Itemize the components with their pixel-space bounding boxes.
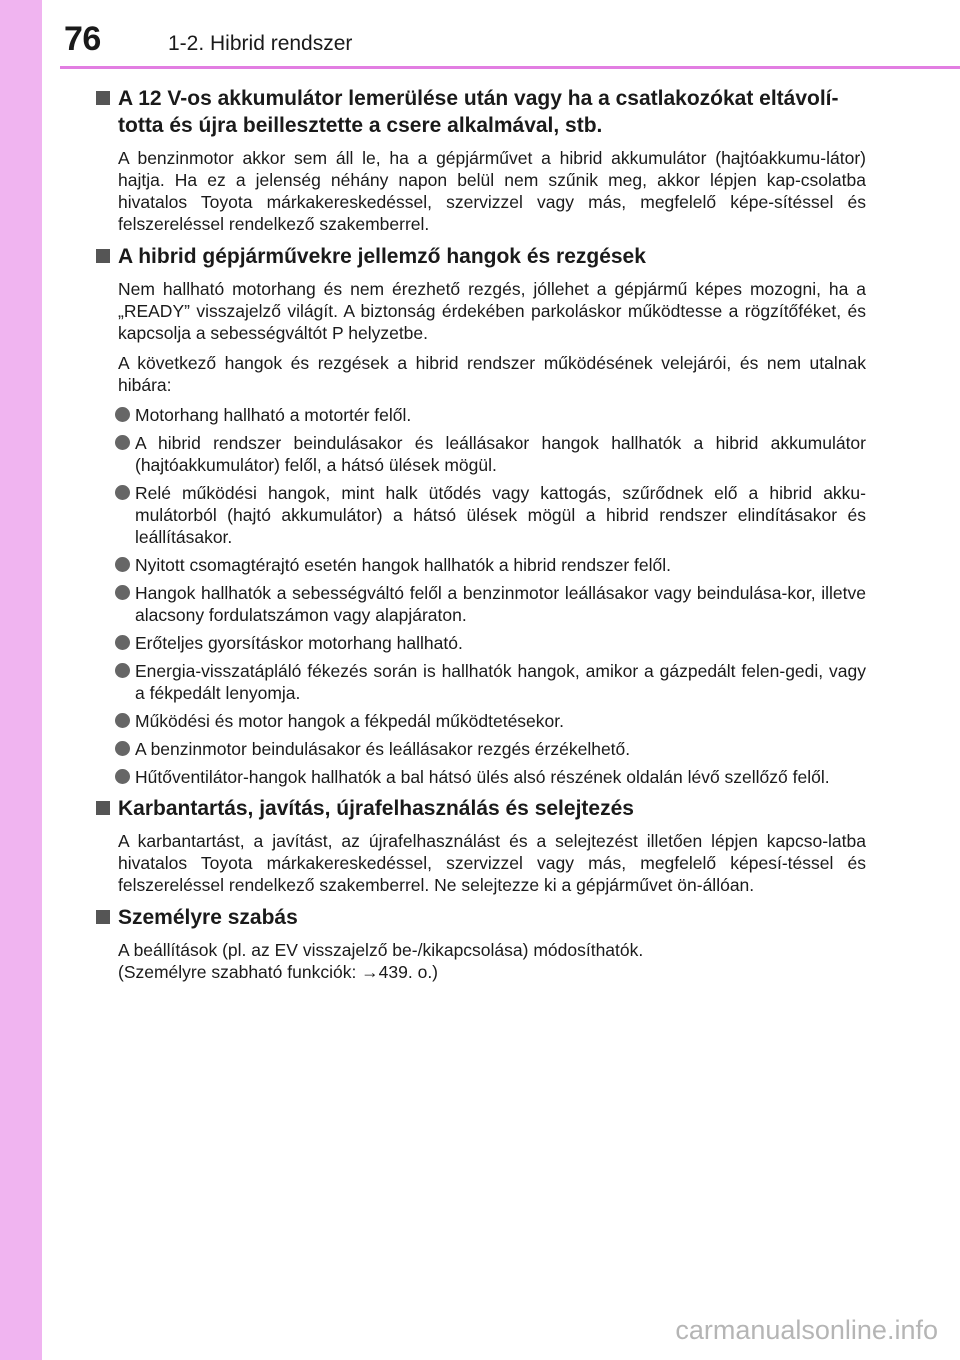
square-bullet-icon bbox=[96, 801, 110, 815]
heading-text: A hibrid gépjárművekre jellemző hangok és rezgések bbox=[118, 245, 646, 268]
list-item-text: Erőteljes gyorsításkor motorhang hallható. bbox=[135, 633, 463, 653]
paragraph: A beállítások (pl. az EV visszajelző be-/kikapcsolása) módosíthatók. bbox=[118, 940, 644, 960]
list-item bbox=[115, 482, 866, 548]
watermark: carmanualsonline.info bbox=[675, 1315, 938, 1345]
list-item-text: A benzinmotor beindulásakor és leállásakor rezgés érzékelhető. bbox=[135, 739, 631, 759]
list-item bbox=[115, 632, 866, 654]
page-content bbox=[96, 78, 866, 991]
circle-bullet-icon bbox=[115, 713, 130, 728]
circle-bullet-icon bbox=[115, 663, 130, 678]
paragraph: A karbantartást, a javítást, az újrafelhasználást és a selejtezést illetően lépjen kapcso-latba hivatalos Toyota márkakereskedéssel, szervizzel vagy más, megfelelő képesí-téssel és felszereléssel rendelkező szakemberrel. Ne selejtezze ki a gépjárművet ön-állóan. bbox=[118, 831, 866, 895]
square-bullet-icon bbox=[96, 910, 110, 924]
list-item bbox=[115, 766, 866, 788]
square-bullet-icon bbox=[96, 249, 110, 263]
heading-text: Karbantartás, javítás, újrafelhasználás és selejtezés bbox=[118, 797, 634, 820]
list-item-text: Energia-visszatápláló fékezés során is hallhatók hangok, amikor a gázpedált felen-gedi, vagy a fékpedált lenyomja. bbox=[135, 661, 866, 703]
paragraph: Nem hallható motorhang és nem érezhető rezgés, jóllehet a gépjármű képes mozogni, ha a „READY” visszajelző világít. A biztonság érdekében parkoláskor működtesse a rögzítőféket, és kapcsolja a sebességváltót P helyzetbe. bbox=[118, 279, 866, 343]
paragraph: A benzinmotor akkor sem áll le, ha a gépjárművet a hibrid akkumulátor (hajtóakkumu-látor) hajtja. Ha ez a jelenség néhány napon belül nem szűnik meg, akkor lépjen kap-csolatba hivatalos Toyota márkakereskedéssel, szervizzel vagy más, megfelelő képe-sítéssel és felszereléssel rendelkező szakemberrel. bbox=[118, 148, 866, 234]
circle-bullet-icon bbox=[115, 769, 130, 784]
circle-bullet-icon bbox=[115, 585, 130, 600]
list-item-text: A hibrid rendszer beindulásakor és leállásakor hangok hallhatók a hibrid akkumulátor (hajtóakkumulátor) felől, a hátsó ülések mögül. bbox=[135, 433, 866, 475]
page-number: 76 bbox=[64, 20, 101, 58]
circle-bullet-icon bbox=[115, 485, 130, 500]
list-item bbox=[115, 710, 866, 732]
list-item-text: Hangok hallhatók a sebességváltó felől a benzinmotor leállásakor vagy beindulása-kor, illetve alacsony fordulatszámon vagy alapjáraton. bbox=[135, 583, 866, 625]
cross-reference: (Személyre szabható funkciók: →439. o.) bbox=[118, 962, 439, 982]
section-title: 1-2. Hibrid rendszer bbox=[168, 32, 353, 55]
list-item-text: Relé működési hangok, mint halk ütődés vagy kattogás, szűrődnek elő a hibrid akku-mulátorból (hajtó akkumulátor) a hátsó ülések mögül a hibrid rendszer elindításakor és leállításakor. bbox=[135, 483, 866, 547]
list-item-text: Működési és motor hangok a fékpedál működtetésekor. bbox=[135, 711, 564, 731]
square-bullet-icon bbox=[96, 91, 110, 105]
heading-text: A 12 V-os akkumulátor lemerülése után vagy ha a csatlakozókat eltávolí-totta és újra beillesztette a csere alkalmával, stb. bbox=[118, 87, 839, 137]
list-item-text: Motorhang hallható a motortér felől. bbox=[135, 405, 412, 425]
section-heading bbox=[96, 85, 866, 139]
section-heading bbox=[96, 904, 866, 931]
bullet-list bbox=[96, 404, 866, 788]
list-item-text: Hűtőventilátor-hangok hallhatók a bal hátsó ülés alsó részének oldalán lévő szellőző felől. bbox=[135, 767, 830, 787]
list-item bbox=[115, 404, 866, 426]
circle-bullet-icon bbox=[115, 407, 130, 422]
side-thumb-strip bbox=[0, 0, 42, 1360]
list-item bbox=[115, 738, 866, 760]
circle-bullet-icon bbox=[115, 435, 130, 450]
section-heading bbox=[96, 243, 866, 270]
list-item bbox=[115, 660, 866, 704]
paragraph: A következő hangok és rezgések a hibrid rendszer működésének velejárói, és nem utalnak hibára: bbox=[118, 353, 866, 395]
section-heading bbox=[96, 795, 866, 822]
list-item bbox=[115, 432, 866, 476]
header-rule bbox=[60, 66, 960, 69]
list-item bbox=[115, 554, 866, 576]
list-item-text: Nyitott csomagtérajtó esetén hangok hallhatók a hibrid rendszer felől. bbox=[135, 555, 671, 575]
circle-bullet-icon bbox=[115, 741, 130, 756]
heading-text: Személyre szabás bbox=[118, 906, 298, 929]
list-item bbox=[115, 582, 866, 626]
circle-bullet-icon bbox=[115, 557, 130, 572]
circle-bullet-icon bbox=[115, 635, 130, 650]
